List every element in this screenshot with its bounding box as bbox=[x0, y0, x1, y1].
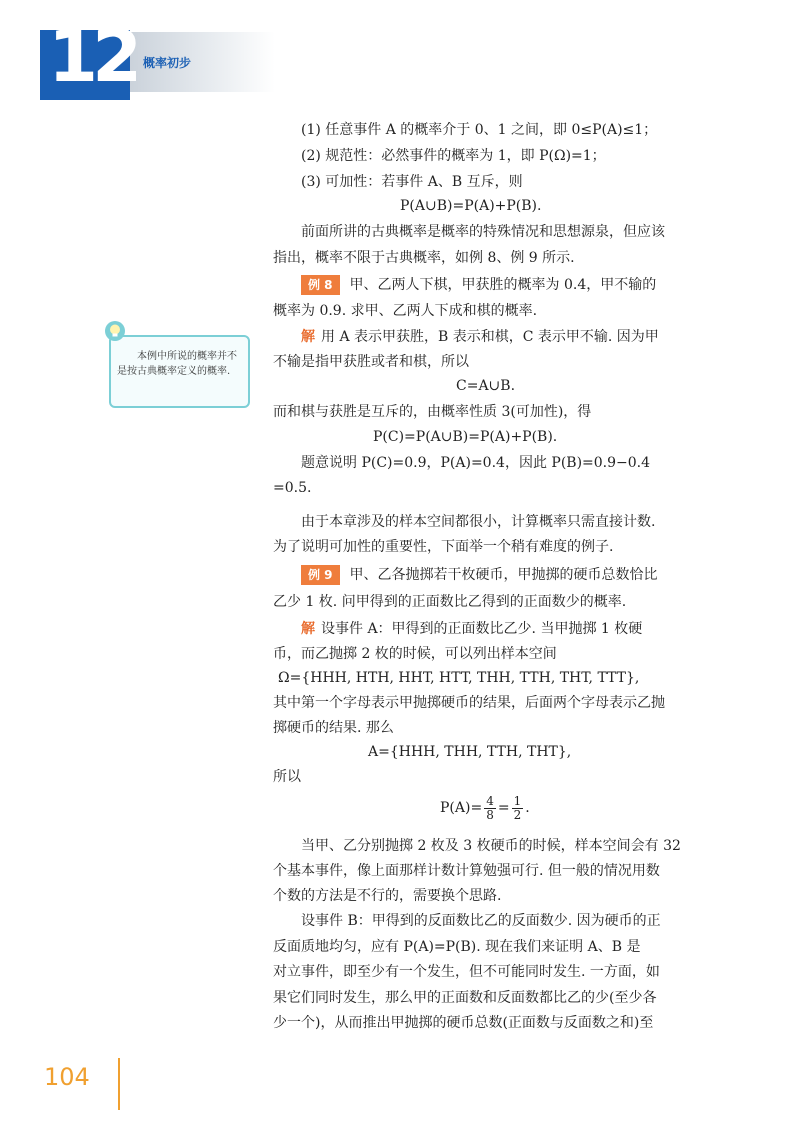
solution-8-text-cont: 不输是指甲获胜或者和棋，所以 bbox=[273, 354, 469, 370]
formula-additivity: P(A∪B)=P(A)+P(B). bbox=[400, 198, 542, 214]
paragraph-line: 个数的方法是不行的，需要换个思路. bbox=[273, 888, 502, 904]
paragraph-line: 设事件 B：甲得到的反面数比乙的反面数少. 因为硬币的正 bbox=[301, 913, 661, 929]
paragraph-line: 前面所讲的古典概率是概率的特殊情况和思想源泉，但应该 bbox=[301, 224, 665, 240]
solution-8-text-cont: 而和棋与获胜是互斥的，由概率性质 3(可加性)，得 bbox=[273, 404, 592, 420]
fraction-4-8 bbox=[484, 795, 496, 822]
example-8-badge: 例 8 bbox=[301, 275, 340, 295]
fraction-denominator: 8 bbox=[486, 807, 494, 822]
fraction-1-2 bbox=[512, 795, 524, 822]
property-1: (1) 任意事件 A 的概率介于 0、1 之间，即 0≤P(A)≤1； bbox=[301, 122, 658, 138]
page-number: 104 bbox=[44, 1063, 90, 1091]
fraction-numerator: 1 bbox=[513, 793, 522, 808]
chapter-title: 概率初步 bbox=[143, 56, 192, 70]
paragraph-line: 对立事件，即至少有一个发生，但不可能同时发生. 一方面，如 bbox=[273, 964, 660, 980]
solution-9-text-cont: 币，而乙抛掷 2 枚的时候，可以列出样本空间 bbox=[273, 646, 557, 662]
page-number-divider bbox=[118, 1058, 120, 1110]
example-8-line bbox=[301, 275, 656, 295]
example-8-text: 甲、乙两人下棋，甲获胜的概率为 0.4，甲不输的 bbox=[349, 277, 657, 293]
solution-8-text-cont: 题意说明 P(C)=0.9，P(A)=0.4，因此 P(B)=0.9−0.4 bbox=[301, 455, 651, 471]
property-2: (2) 规范性：必然事件的概率为 1，即 P(Ω)=1； bbox=[301, 148, 606, 164]
fraction-denominator: 2 bbox=[513, 807, 522, 822]
solution-9-text: 设事件 A：甲得到的正面数比乙少. 当甲抛掷 1 枚硬 bbox=[321, 621, 643, 637]
paragraph-line: 由于本章涉及的样本空间都很小，计算概率只需直接计数. bbox=[301, 514, 656, 530]
example-9-text: 甲、乙各抛掷若干枚硬币，甲抛掷的硬币总数恰比 bbox=[349, 567, 658, 583]
solution-8-line bbox=[301, 327, 659, 347]
example-9-text-cont: 乙少 1 枚. 问甲得到的正面数比乙得到的正面数少的概率. bbox=[273, 594, 627, 610]
paragraph-line: 反面质地均匀，应有 P(A)=P(B). 现在我们来证明 A、B 是 bbox=[273, 939, 641, 955]
paragraph-line: 少一个)，从而推出甲抛掷的硬币总数(正面数与反面数之和)至 bbox=[273, 1015, 654, 1031]
chapter-number: 12 bbox=[48, 14, 137, 98]
fraction-numerator: 4 bbox=[486, 793, 494, 808]
property-3: (3) 可加性：若事件 A、B 互斥，则 bbox=[301, 174, 523, 190]
lightbulb-icon bbox=[104, 320, 126, 342]
formula-event-a: A={HHH, THH, TTH, THT}, bbox=[368, 744, 572, 760]
solution-label: 解 bbox=[301, 621, 315, 637]
formula-equals: = bbox=[497, 800, 510, 816]
formula-c: C=A∪B. bbox=[456, 378, 516, 394]
paragraph-line: 个基本事件，像上面那样计数计算勉强可行. 但一般的情况用数 bbox=[273, 863, 660, 879]
formula-pc: P(C)=P(A∪B)=P(A)+P(B). bbox=[373, 429, 558, 445]
solution-9-text-cont: 掷硬币的结果. 那么 bbox=[273, 720, 394, 736]
paragraph-line: 果它们同时发生，那么甲的正面数和反面数都比乙的少(至少各 bbox=[273, 990, 657, 1006]
paragraph-line: 为了说明可加性的重要性，下面举一个稍有难度的例子. bbox=[273, 539, 614, 555]
sidebar-note-text: 本例中所说的概率并不是按古典概率定义的概率. bbox=[117, 351, 237, 377]
solution-9-text-cont: 所以 bbox=[273, 769, 301, 785]
solution-9-text-cont: 其中第一个字母表示甲抛掷硬币的结果，后面两个字母表示乙抛 bbox=[273, 695, 665, 711]
example-8-text-cont: 概率为 0.9. 求甲、乙两人下成和棋的概率. bbox=[273, 303, 538, 319]
solution-label: 解 bbox=[301, 329, 315, 345]
formula-lhs: P(A)= bbox=[440, 800, 483, 816]
formula-period: . bbox=[525, 800, 530, 816]
paragraph-line: 当甲、乙分别抛掷 2 枚及 3 枚硬币的时候，样本空间会有 32 bbox=[301, 838, 681, 854]
paragraph-line: 指出，概率不限于古典概率，如例 8、例 9 所示. bbox=[273, 250, 575, 266]
sidebar-note bbox=[109, 335, 250, 408]
formula-sample-space: Ω={HHH, HTH, HHT, HTT, THH, TTH, THT, TTT}, bbox=[278, 670, 640, 686]
formula-probability bbox=[440, 793, 530, 823]
example-9-line bbox=[301, 565, 658, 585]
solution-9-line bbox=[301, 619, 642, 639]
solution-8-text-cont: =0.5. bbox=[273, 480, 312, 496]
example-9-badge: 例 9 bbox=[301, 565, 340, 585]
solution-8-text: 用 A 表示甲获胜，B 表示和棋，C 表示甲不输. 因为甲 bbox=[321, 329, 659, 345]
